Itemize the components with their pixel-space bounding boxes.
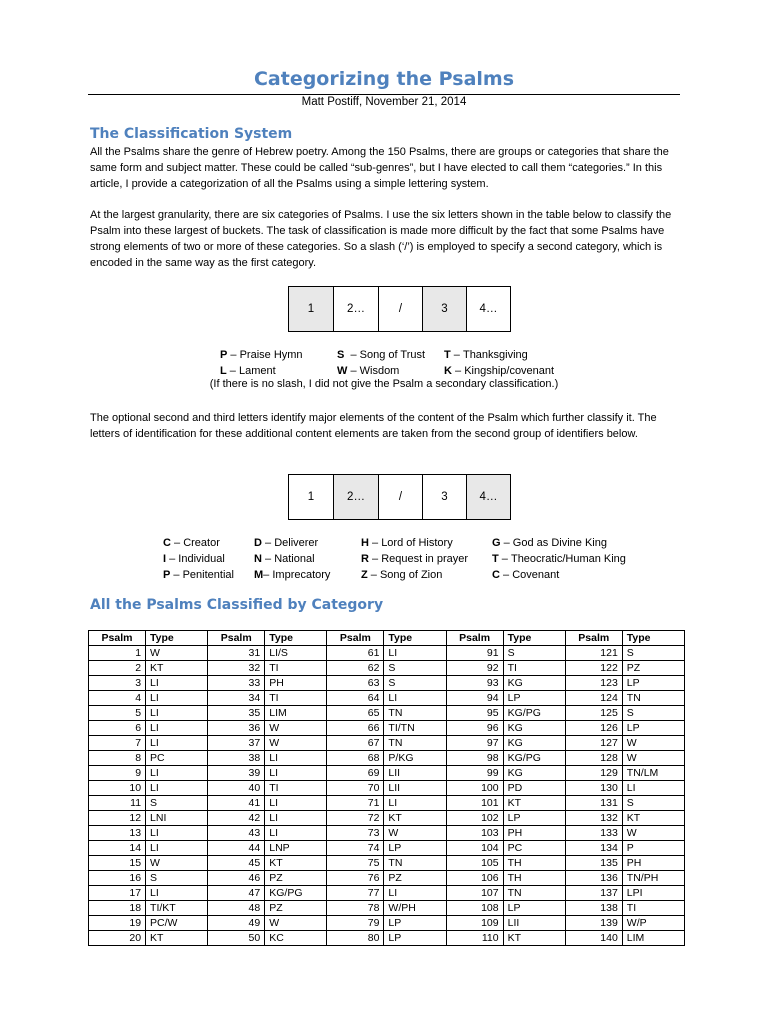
psalm-number-cell: 45 xyxy=(208,856,265,871)
psalm-number-cell: 47 xyxy=(208,886,265,901)
psalm-type-cell: KT xyxy=(503,931,565,946)
psalm-number-cell: 74 xyxy=(327,841,384,856)
code-diagram-primary xyxy=(288,286,511,332)
psalm-type-cell: TH xyxy=(503,871,565,886)
psalm-number-cell: 104 xyxy=(446,841,503,856)
psalm-number-cell: 4 xyxy=(89,691,146,706)
psalm-number-cell: 41 xyxy=(208,796,265,811)
code-slot-4: 4… xyxy=(467,287,511,332)
psalm-type-cell: LP xyxy=(503,691,565,706)
psalm-number-cell: 62 xyxy=(327,661,384,676)
psalm-number-cell: 110 xyxy=(446,931,503,946)
legend-item: I – Individual xyxy=(163,553,225,565)
psalm-number-cell: 40 xyxy=(208,781,265,796)
psalm-type-cell: PH xyxy=(503,826,565,841)
psalm-number-cell: 43 xyxy=(208,826,265,841)
psalm-type-cell: LI xyxy=(146,706,208,721)
psalm-type-cell: PZ xyxy=(265,901,327,916)
table-row xyxy=(89,766,685,781)
psalm-number-cell: 78 xyxy=(327,901,384,916)
psalm-type-cell: KG/PG xyxy=(265,886,327,901)
psalms-table xyxy=(88,630,685,946)
psalm-number-cell: 63 xyxy=(327,676,384,691)
psalm-type-cell: LI xyxy=(384,691,446,706)
psalm-number-cell: 68 xyxy=(327,751,384,766)
psalm-number-cell: 108 xyxy=(446,901,503,916)
psalm-type-cell: PZ xyxy=(622,661,684,676)
psalm-number-cell: 16 xyxy=(89,871,146,886)
psalm-type-cell: S xyxy=(622,706,684,721)
psalm-type-cell: KG xyxy=(503,766,565,781)
psalm-type-cell: W/PH xyxy=(384,901,446,916)
psalm-number-cell: 70 xyxy=(327,781,384,796)
psalm-type-cell: LPI xyxy=(622,886,684,901)
psalm-number-cell: 35 xyxy=(208,706,265,721)
psalm-type-cell: PH xyxy=(622,856,684,871)
psalm-type-cell: LP xyxy=(503,811,565,826)
psalm-number-cell: 73 xyxy=(327,826,384,841)
psalm-type-cell: W/P xyxy=(622,916,684,931)
column-header-type: Type xyxy=(265,631,327,646)
psalm-number-cell: 132 xyxy=(565,811,622,826)
psalm-type-cell: LI xyxy=(265,766,327,781)
column-header-type: Type xyxy=(146,631,208,646)
psalm-type-cell: LI xyxy=(384,796,446,811)
psalm-number-cell: 137 xyxy=(565,886,622,901)
psalm-number-cell: 42 xyxy=(208,811,265,826)
psalm-number-cell: 15 xyxy=(89,856,146,871)
code-slot-1: 1 xyxy=(289,287,334,332)
psalm-number-cell: 91 xyxy=(446,646,503,661)
table-row xyxy=(89,721,685,736)
legend-item: H – Lord of History xyxy=(361,537,453,549)
psalm-number-cell: 107 xyxy=(446,886,503,901)
psalm-number-cell: 135 xyxy=(565,856,622,871)
psalm-number-cell: 19 xyxy=(89,916,146,931)
table-row xyxy=(89,736,685,751)
psalm-type-cell: KG/PG xyxy=(503,751,565,766)
psalm-type-cell: KT xyxy=(265,856,327,871)
psalm-type-cell: TN/LM xyxy=(622,766,684,781)
code-slot-2: 2… xyxy=(334,475,379,520)
column-header-psalm: Psalm xyxy=(327,631,384,646)
psalm-number-cell: 99 xyxy=(446,766,503,781)
legend-item: G – God as Divine King xyxy=(492,537,607,549)
psalm-number-cell: 125 xyxy=(565,706,622,721)
psalm-type-cell: W xyxy=(384,826,446,841)
psalm-type-cell: TI xyxy=(265,691,327,706)
psalm-number-cell: 7 xyxy=(89,736,146,751)
table-row xyxy=(89,916,685,931)
psalm-number-cell: 130 xyxy=(565,781,622,796)
psalm-type-cell: PZ xyxy=(265,871,327,886)
psalm-number-cell: 20 xyxy=(89,931,146,946)
psalm-type-cell: LII xyxy=(384,766,446,781)
code-slot-slash: / xyxy=(379,287,423,332)
psalm-number-cell: 76 xyxy=(327,871,384,886)
legend-item: Z – Song of Zion xyxy=(361,569,443,581)
psalm-number-cell: 121 xyxy=(565,646,622,661)
psalm-number-cell: 138 xyxy=(565,901,622,916)
table-row xyxy=(89,796,685,811)
psalm-type-cell: PC xyxy=(503,841,565,856)
psalm-type-cell: TI/KT xyxy=(146,901,208,916)
psalm-type-cell: PC xyxy=(146,751,208,766)
code-slot-2: 2… xyxy=(334,287,379,332)
author-line: Matt Postiff, November 21, 2014 xyxy=(301,96,467,108)
psalm-type-cell: PZ xyxy=(384,871,446,886)
psalm-type-cell: LI xyxy=(146,691,208,706)
psalm-type-cell: LIM xyxy=(622,931,684,946)
psalm-number-cell: 31 xyxy=(208,646,265,661)
psalm-number-cell: 38 xyxy=(208,751,265,766)
psalm-type-cell: LI xyxy=(146,736,208,751)
legend-primary xyxy=(220,347,554,379)
psalm-number-cell: 10 xyxy=(89,781,146,796)
psalm-number-cell: 79 xyxy=(327,916,384,931)
psalm-number-cell: 34 xyxy=(208,691,265,706)
code-slot-3: 3 xyxy=(423,287,467,332)
legend-item: N – National xyxy=(254,553,315,565)
psalm-type-cell: LII xyxy=(384,781,446,796)
psalm-type-cell: P/KG xyxy=(384,751,446,766)
psalm-number-cell: 133 xyxy=(565,826,622,841)
psalm-number-cell: 128 xyxy=(565,751,622,766)
psalm-type-cell: LNI xyxy=(146,811,208,826)
legend-item: P – Praise Hymn xyxy=(220,349,303,361)
psalm-number-cell: 14 xyxy=(89,841,146,856)
psalm-type-cell: PH xyxy=(265,676,327,691)
psalm-number-cell: 46 xyxy=(208,871,265,886)
table-row xyxy=(89,691,685,706)
psalm-type-cell: TN xyxy=(503,886,565,901)
column-header-type: Type xyxy=(622,631,684,646)
legend-item: K – Kingship/covenant xyxy=(444,365,555,377)
psalm-type-cell: S xyxy=(146,796,208,811)
psalm-number-cell: 139 xyxy=(565,916,622,931)
psalm-type-cell: KG xyxy=(503,721,565,736)
column-header-psalm: Psalm xyxy=(89,631,146,646)
psalm-type-cell: TI xyxy=(622,901,684,916)
psalm-number-cell: 18 xyxy=(89,901,146,916)
psalm-type-cell: LI xyxy=(146,781,208,796)
table-row xyxy=(89,841,685,856)
psalm-number-cell: 36 xyxy=(208,721,265,736)
psalm-type-cell: TH xyxy=(503,856,565,871)
psalm-type-cell: LII xyxy=(503,916,565,931)
psalm-number-cell: 97 xyxy=(446,736,503,751)
psalm-number-cell: 124 xyxy=(565,691,622,706)
psalm-number-cell: 98 xyxy=(446,751,503,766)
table-row xyxy=(89,751,685,766)
psalm-number-cell: 69 xyxy=(327,766,384,781)
psalm-type-cell: LI xyxy=(384,646,446,661)
code-slot-4: 4… xyxy=(467,475,511,520)
section-heading-classification: The Classification System xyxy=(90,126,293,142)
legend-item: T – Theocratic/Human King xyxy=(492,553,626,565)
psalm-number-cell: 1 xyxy=(89,646,146,661)
table-row xyxy=(89,901,685,916)
legend-item: R – Request in prayer xyxy=(361,553,469,565)
section-heading-psalms: All the Psalms Classified by Category xyxy=(90,597,384,613)
psalm-number-cell: 109 xyxy=(446,916,503,931)
psalm-number-cell: 103 xyxy=(446,826,503,841)
psalm-type-cell: LI xyxy=(146,721,208,736)
psalm-type-cell: LI xyxy=(146,676,208,691)
table-row xyxy=(89,676,685,691)
psalm-number-cell: 64 xyxy=(327,691,384,706)
paragraph-granularity: At the largest granularity, there are six categories of Psalms. I use the six letters shown in the table below to classify the Psalm into these largest of buckets. The task of classification is made more difficult by the fact that some Psalms have strong elements of two or more of these categories. So a slash (‘/’) is employed to specify a second category, which is encoded in the same way as the first category. xyxy=(90,209,672,269)
table-row xyxy=(89,826,685,841)
legend-item: W – Wisdom xyxy=(337,365,400,377)
psalm-number-cell: 66 xyxy=(327,721,384,736)
psalm-type-cell: TN xyxy=(384,736,446,751)
psalm-number-cell: 122 xyxy=(565,661,622,676)
psalm-type-cell: S xyxy=(146,871,208,886)
psalm-type-cell: TI/TN xyxy=(384,721,446,736)
psalm-number-cell: 2 xyxy=(89,661,146,676)
psalm-type-cell: PD xyxy=(503,781,565,796)
psalm-number-cell: 106 xyxy=(446,871,503,886)
document-title: Categorizing the Psalms xyxy=(253,68,515,90)
psalm-number-cell: 136 xyxy=(565,871,622,886)
code-slot-1: 1 xyxy=(289,475,334,520)
psalm-type-cell: TN xyxy=(622,691,684,706)
psalm-number-cell: 65 xyxy=(327,706,384,721)
psalm-type-cell: S xyxy=(622,646,684,661)
paragraph-intro: All the Psalms share the genre of Hebrew poetry. Among the 150 Psalms, there are groups or categories that share the same form and subject matter. These could be called “sub-genres”, but I have elected to call them “categories.” In this article, I provide a categorization of all the Psalms using a simple lettering system. xyxy=(90,146,669,190)
psalm-type-cell: W xyxy=(265,916,327,931)
psalm-type-cell: KG xyxy=(503,736,565,751)
psalm-number-cell: 44 xyxy=(208,841,265,856)
psalm-number-cell: 80 xyxy=(327,931,384,946)
psalm-type-cell: LI xyxy=(622,781,684,796)
psalm-number-cell: 105 xyxy=(446,856,503,871)
psalm-type-cell: TN/PH xyxy=(622,871,684,886)
psalm-type-cell: KT xyxy=(503,796,565,811)
psalm-type-cell: S xyxy=(622,796,684,811)
psalm-type-cell: LI xyxy=(146,886,208,901)
psalm-number-cell: 77 xyxy=(327,886,384,901)
legend-item: C – Covenant xyxy=(492,569,560,581)
psalm-type-cell: KC xyxy=(265,931,327,946)
code-slot-slash: / xyxy=(379,475,423,520)
psalm-number-cell: 9 xyxy=(89,766,146,781)
psalm-type-cell: TN xyxy=(384,706,446,721)
psalm-number-cell: 129 xyxy=(565,766,622,781)
psalm-type-cell: LI xyxy=(146,841,208,856)
column-header-type: Type xyxy=(384,631,446,646)
psalm-type-cell: KG/PG xyxy=(503,706,565,721)
psalm-type-cell: LIM xyxy=(265,706,327,721)
psalm-type-cell: LI/S xyxy=(265,646,327,661)
psalm-type-cell: S xyxy=(384,661,446,676)
psalm-number-cell: 49 xyxy=(208,916,265,931)
psalm-number-cell: 67 xyxy=(327,736,384,751)
psalm-number-cell: 39 xyxy=(208,766,265,781)
psalm-type-cell: S xyxy=(503,646,565,661)
legend-note: (If there is no slash, I did not give the Psalm a secondary classification.) xyxy=(209,378,559,390)
psalm-type-cell: W xyxy=(146,646,208,661)
legend-item: M– Imprecatory xyxy=(254,569,331,581)
psalm-number-cell: 93 xyxy=(446,676,503,691)
psalm-type-cell: LI xyxy=(146,766,208,781)
psalm-number-cell: 48 xyxy=(208,901,265,916)
psalm-number-cell: 71 xyxy=(327,796,384,811)
psalm-type-cell: W xyxy=(146,856,208,871)
legend-item: S – Song of Trust xyxy=(337,349,426,361)
psalm-type-cell: PC/W xyxy=(146,916,208,931)
psalm-number-cell: 101 xyxy=(446,796,503,811)
table-row xyxy=(89,661,685,676)
psalm-type-cell: W xyxy=(622,826,684,841)
table-row xyxy=(89,706,685,721)
legend-secondary xyxy=(163,535,626,583)
psalm-number-cell: 33 xyxy=(208,676,265,691)
psalm-number-cell: 61 xyxy=(327,646,384,661)
table-row xyxy=(89,781,685,796)
psalm-type-cell: LI xyxy=(265,796,327,811)
legend-item: L – Lament xyxy=(220,365,276,377)
psalm-number-cell: 37 xyxy=(208,736,265,751)
psalm-number-cell: 11 xyxy=(89,796,146,811)
table-row xyxy=(89,646,685,661)
psalm-number-cell: 75 xyxy=(327,856,384,871)
psalm-number-cell: 92 xyxy=(446,661,503,676)
psalm-type-cell: LI xyxy=(265,826,327,841)
table-row xyxy=(89,856,685,871)
psalm-type-cell: LP xyxy=(384,916,446,931)
psalm-type-cell: LNP xyxy=(265,841,327,856)
psalm-number-cell: 96 xyxy=(446,721,503,736)
psalm-type-cell: KT xyxy=(384,811,446,826)
psalm-number-cell: 94 xyxy=(446,691,503,706)
psalm-number-cell: 127 xyxy=(565,736,622,751)
psalm-number-cell: 32 xyxy=(208,661,265,676)
psalm-type-cell: TI xyxy=(265,781,327,796)
psalm-type-cell: LI xyxy=(265,811,327,826)
legend-item: D – Deliverer xyxy=(254,537,319,549)
column-header-psalm: Psalm xyxy=(565,631,622,646)
psalm-type-cell: KT xyxy=(622,811,684,826)
psalm-number-cell: 102 xyxy=(446,811,503,826)
code-diagram-secondary xyxy=(288,474,511,520)
psalm-type-cell: TI xyxy=(503,661,565,676)
paragraph-optional-letters: The optional second and third letters identify major elements of the content of the Psalm which further classify it. The letters of identification for these additional content elements are taken from the second group of identifiers below. xyxy=(90,412,657,440)
psalm-number-cell: 13 xyxy=(89,826,146,841)
psalm-type-cell: S xyxy=(384,676,446,691)
psalm-type-cell: W xyxy=(622,736,684,751)
table-header-row xyxy=(89,631,685,646)
table-row xyxy=(89,931,685,946)
psalm-type-cell: LP xyxy=(384,931,446,946)
psalm-number-cell: 8 xyxy=(89,751,146,766)
psalm-type-cell: KT xyxy=(146,661,208,676)
psalm-type-cell: P xyxy=(622,841,684,856)
psalm-number-cell: 95 xyxy=(446,706,503,721)
legend-item: T – Thanksgiving xyxy=(444,349,528,361)
psalm-number-cell: 140 xyxy=(565,931,622,946)
legend-item: C – Creator xyxy=(163,537,220,549)
psalm-type-cell: W xyxy=(265,736,327,751)
psalm-number-cell: 134 xyxy=(565,841,622,856)
psalm-number-cell: 5 xyxy=(89,706,146,721)
psalm-number-cell: 131 xyxy=(565,796,622,811)
column-header-psalm: Psalm xyxy=(208,631,265,646)
psalm-number-cell: 17 xyxy=(89,886,146,901)
psalm-type-cell: W xyxy=(265,721,327,736)
psalm-type-cell: LP xyxy=(622,676,684,691)
psalm-type-cell: LP xyxy=(622,721,684,736)
psalm-type-cell: TN xyxy=(384,856,446,871)
psalm-type-cell: LP xyxy=(384,841,446,856)
psalm-type-cell: W xyxy=(622,751,684,766)
psalm-type-cell: LI xyxy=(146,826,208,841)
column-header-psalm: Psalm xyxy=(446,631,503,646)
psalm-number-cell: 6 xyxy=(89,721,146,736)
psalm-number-cell: 3 xyxy=(89,676,146,691)
table-row xyxy=(89,886,685,901)
psalm-type-cell: LI xyxy=(265,751,327,766)
psalm-number-cell: 123 xyxy=(565,676,622,691)
title-rule xyxy=(88,94,680,95)
legend-item: P – Penitential xyxy=(163,569,234,581)
psalm-type-cell: TI xyxy=(265,661,327,676)
psalm-type-cell: KG xyxy=(503,676,565,691)
code-slot-3: 3 xyxy=(423,475,467,520)
psalm-type-cell: LI xyxy=(384,886,446,901)
psalm-number-cell: 72 xyxy=(327,811,384,826)
psalm-number-cell: 100 xyxy=(446,781,503,796)
table-row xyxy=(89,871,685,886)
psalm-number-cell: 50 xyxy=(208,931,265,946)
column-header-type: Type xyxy=(503,631,565,646)
table-row xyxy=(89,811,685,826)
psalm-type-cell: LP xyxy=(503,901,565,916)
psalm-number-cell: 12 xyxy=(89,811,146,826)
psalm-number-cell: 126 xyxy=(565,721,622,736)
psalm-type-cell: KT xyxy=(146,931,208,946)
